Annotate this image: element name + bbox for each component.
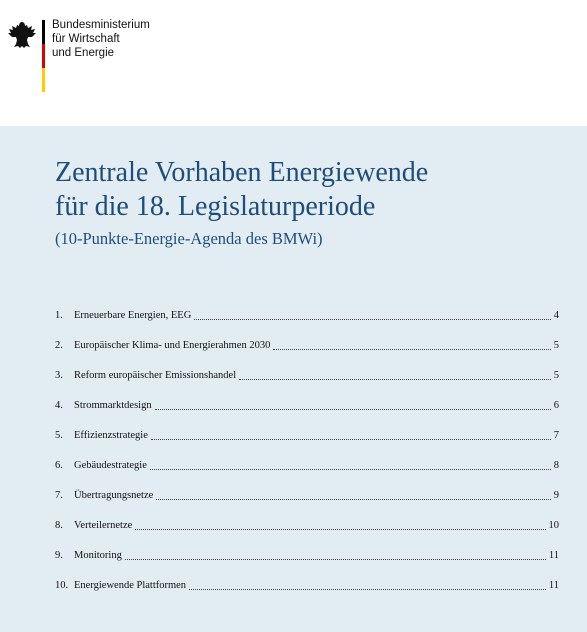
- toc-entry-number: 1.: [55, 310, 63, 321]
- toc-entry-title: Effizienzstrategie: [74, 430, 148, 441]
- toc-entry-title: Europäischer Klima- und Energierahmen 2030: [74, 340, 271, 351]
- flag-stripe-black: [42, 20, 45, 44]
- toc-entry-page: 4: [553, 310, 559, 321]
- toc-entry[interactable]: [55, 310, 559, 340]
- german-flag-bar: [42, 20, 45, 92]
- toc-entry-page: 5: [553, 340, 559, 351]
- toc-entry-page: 5: [553, 370, 559, 381]
- toc-entry-title: Reform europäischer Emissionshandel: [74, 370, 237, 381]
- toc-leader-dots: [239, 370, 551, 380]
- flag-stripe-red: [42, 44, 45, 68]
- toc-entry-number: 5.: [55, 430, 63, 441]
- toc-entry-page: 6: [553, 400, 559, 411]
- toc-entry-title: Energiewende Plattformen: [74, 580, 187, 591]
- title-line-2: für die 18. Legislaturperiode: [55, 191, 376, 222]
- toc-leader-dots: [155, 400, 551, 410]
- toc-entry-page: 10: [548, 520, 559, 531]
- toc-leader-dots: [273, 340, 550, 350]
- toc-entry[interactable]: [55, 550, 559, 580]
- toc-entry-title: Gebäudestrategie: [74, 460, 147, 471]
- ministry-line-3: und Energie: [52, 47, 115, 59]
- toc-entry-number: 2.: [55, 340, 63, 351]
- page-header: [0, 0, 587, 126]
- toc-leader-dots: [135, 520, 545, 530]
- federal-eagle-icon: [8, 20, 36, 50]
- toc-entry-number: 8.: [55, 520, 63, 531]
- toc-entry-page: 8: [553, 460, 559, 471]
- toc-entry[interactable]: [55, 430, 559, 460]
- toc-entry-number: 7.: [55, 490, 63, 501]
- toc-leader-dots: [156, 490, 550, 500]
- page-title: [55, 156, 428, 224]
- ministry-line-1: Bundesministerium: [52, 19, 150, 31]
- toc-entry-number: 9.: [55, 550, 63, 561]
- toc-entry[interactable]: [55, 490, 559, 520]
- toc-entry[interactable]: [55, 460, 559, 490]
- toc-entry-number: 10.: [55, 580, 69, 591]
- toc-entry[interactable]: [55, 370, 559, 400]
- ministry-line-2: für Wirtschaft: [52, 33, 120, 45]
- title-line-1: Zentrale Vorhaben Energiewende: [55, 157, 429, 188]
- toc-leader-dots: [189, 580, 546, 590]
- toc-entry-page: 11: [548, 550, 559, 561]
- toc-entry-page: 9: [553, 490, 559, 501]
- toc-leader-dots: [151, 430, 551, 440]
- flag-stripe-gold: [42, 68, 45, 92]
- page-subtitle: (10-Punkte-Energie-Agenda des BMWi): [55, 229, 323, 248]
- toc-entry-title: Übertragungsnetze: [74, 490, 154, 501]
- toc-entry[interactable]: [55, 580, 559, 610]
- toc-entry-title: Monitoring: [74, 550, 122, 561]
- toc-entry-title: Verteilernetze: [74, 520, 133, 531]
- table-of-contents: [55, 310, 559, 610]
- toc-entry-title: Erneuerbare Energien, EEG: [74, 310, 192, 321]
- toc-leader-dots: [194, 310, 550, 320]
- ministry-name: [52, 18, 150, 60]
- toc-entry-title: Strommarktdesign: [74, 400, 152, 411]
- toc-entry[interactable]: [55, 520, 559, 550]
- toc-leader-dots: [150, 460, 551, 470]
- toc-entry-number: 4.: [55, 400, 63, 411]
- document-body: [0, 126, 587, 632]
- toc-entry-page: 11: [548, 580, 559, 591]
- toc-entry-number: 3.: [55, 370, 63, 381]
- toc-entry[interactable]: [55, 400, 559, 430]
- toc-entry-page: 7: [553, 430, 559, 441]
- toc-leader-dots: [125, 550, 546, 560]
- toc-entry[interactable]: [55, 340, 559, 370]
- toc-entry-number: 6.: [55, 460, 63, 471]
